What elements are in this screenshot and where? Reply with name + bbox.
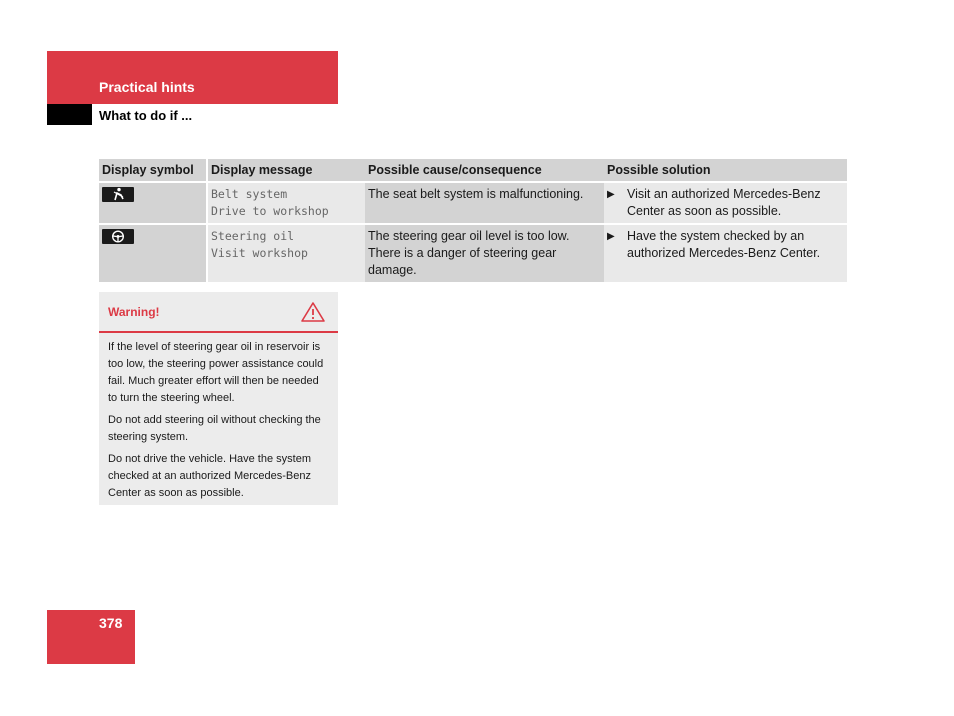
cause-cell: The steering gear oil level is too low. There is a danger of steering gear damage. <box>365 224 604 283</box>
section-header-bar <box>47 51 338 104</box>
warning-body <box>99 333 338 502</box>
bullet-arrow-icon: ▶ <box>607 189 615 200</box>
steering-wheel-icon <box>102 229 134 244</box>
table-header-row <box>99 159 847 182</box>
warning-header <box>99 292 338 333</box>
column-header-cause: Possible cause/consequence <box>365 159 604 182</box>
page-number: 378 <box>99 615 123 631</box>
display-message-line: Visit workshop <box>211 245 308 260</box>
page-subtitle: What to do if ... <box>99 108 193 123</box>
display-message-line: Belt system <box>211 187 288 201</box>
solution-cell <box>604 224 847 283</box>
display-message-cell <box>207 182 365 224</box>
display-message-cell <box>207 224 365 283</box>
column-header-symbol: Display symbol <box>99 159 207 182</box>
column-header-solution: Possible solution <box>604 159 847 182</box>
solution-text: Visit an authorized Mercedes-Benz Center as soon as possible. <box>627 187 821 218</box>
column-header-message: Display message <box>207 159 365 182</box>
bullet-arrow-icon: ▶ <box>607 231 615 242</box>
warning-triangle-icon <box>300 301 326 328</box>
symbol-cell <box>99 224 207 283</box>
warning-box <box>99 292 338 505</box>
table-row <box>99 182 847 224</box>
cause-cell: The seat belt system is malfunctioning. <box>365 182 604 224</box>
page-number-box <box>47 610 135 664</box>
warning-title: Warning! <box>108 305 160 319</box>
solution-cell <box>604 182 847 224</box>
warning-paragraph: Do not add steering oil without checking the steering system. <box>108 414 321 443</box>
warning-paragraph: If the level of steering gear oil in reservoir is too low, the steering power assistance could fail. Much greater effort will then be needed to turn the steering wheel. <box>108 341 324 404</box>
display-message-line: Steering oil <box>211 229 295 243</box>
symbol-cell <box>99 182 207 224</box>
display-message-line: Drive to workshop <box>211 203 329 218</box>
solution-text: Have the system checked by an authorized Mercedes-Benz Center. <box>627 229 821 260</box>
seat-belt-icon <box>102 187 134 202</box>
display-messages-table <box>99 159 847 284</box>
table-row <box>99 224 847 283</box>
section-title: Practical hints <box>99 79 195 95</box>
warning-paragraph: Do not drive the vehicle. Have the system checked at an authorized Mercedes-Benz Center as soon as possible. <box>108 453 312 499</box>
section-marker <box>47 104 92 125</box>
